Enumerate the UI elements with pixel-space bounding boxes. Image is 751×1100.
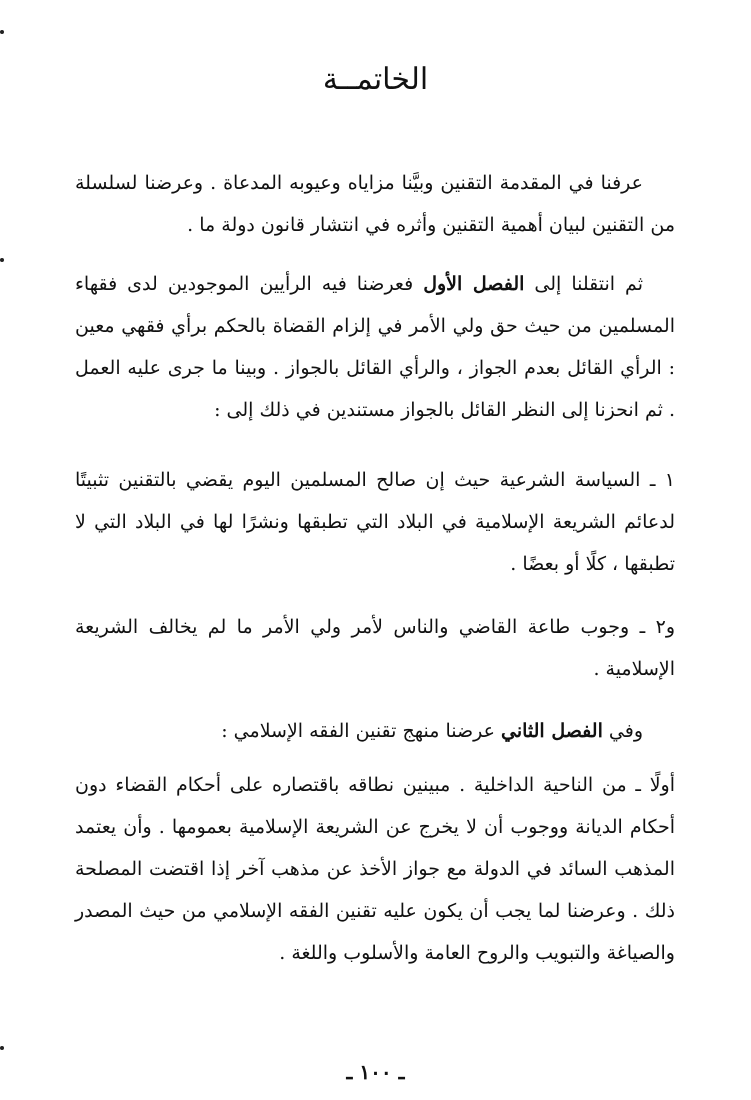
paragraph-intro (75, 162, 675, 246)
chapter-two-heading: الفصل الثاني (500, 720, 603, 742)
chapter-one-heading: الفصل الأول (423, 273, 525, 295)
paragraph-chapter-two (75, 710, 675, 752)
paragraph-lead: وفي (602, 720, 643, 742)
page-number: ـ ١٠٠ ـ (346, 1060, 405, 1084)
scan-mark (0, 258, 4, 262)
paragraph-body: فعرضنا فيه الرأيين الموجودين لدى فقهاء المسلمين من حيث حق ولي الأمر في إلزام القضاة بالحكم برأي فقهي معين : الرأي القائل بعدم الجواز ، والرأي القائل بالجواز . وبينا ما جرى عليه العمل . ثم انحزنا إلى النظر القائل بالجواز مستندين في ذلك إلى : (75, 273, 675, 421)
paragraph-point-one (75, 459, 675, 585)
paragraph-text: و٢ ـ وجوب طاعة القاضي والناس لأمر ولي الأمر ما لم يخالف الشريعة الإسلامية . (75, 616, 675, 680)
paragraph-text: ١ ـ السياسة الشرعية حيث إن صالح المسلمين اليوم يقضي بالتقنين تثبيتًا لدعائم الشريعة الإسلامية في البلاد التي تطبقها ونشرًا لها في البلاد التي لا تطبقها ، كلًا أو بعضًا . (75, 469, 675, 575)
paragraph-text (75, 263, 675, 431)
paragraph-text: عرفنا في المقدمة التقنين وبيَّنا مزاياه وعيوبه المدعاة . وعرضنا لسلسلة من التقنين لبيان أهمية التقنين وأثره في انتشار قانون دولة ما . (75, 172, 675, 236)
paragraph-body: عرضنا منهج تقنين الفقه الإسلامي : (221, 720, 501, 742)
paragraph-internal-aspect (75, 764, 675, 974)
paragraph-lead: ثم انتقلنا إلى (524, 273, 643, 295)
paragraph-point-two (75, 606, 675, 690)
paragraph-text: أولًا ـ من الناحية الداخلية . مبينين نطاقه باقتصاره على أحكام القضاء دون أحكام الديانة ووجوب أن لا يخرج عن الشريعة الإسلامية بعمومها . وأن يعتمد المذهب السائد في الدولة مع جواز الأخذ عن مذهب آخر إذا اقتضت المصلحة ذلك . وعرضنا لما يجب أن يكون عليه تقنين الفقه الإسلامي من حيث المصدر والصياغة والتبويب والروح العامة والأسلوب واللغة . (75, 774, 675, 964)
paragraph-chapter-one (75, 263, 675, 431)
scan-mark (0, 1046, 4, 1050)
page-title: الخاتمــة (322, 62, 429, 97)
scan-mark (0, 30, 4, 34)
paragraph-text (75, 710, 675, 752)
